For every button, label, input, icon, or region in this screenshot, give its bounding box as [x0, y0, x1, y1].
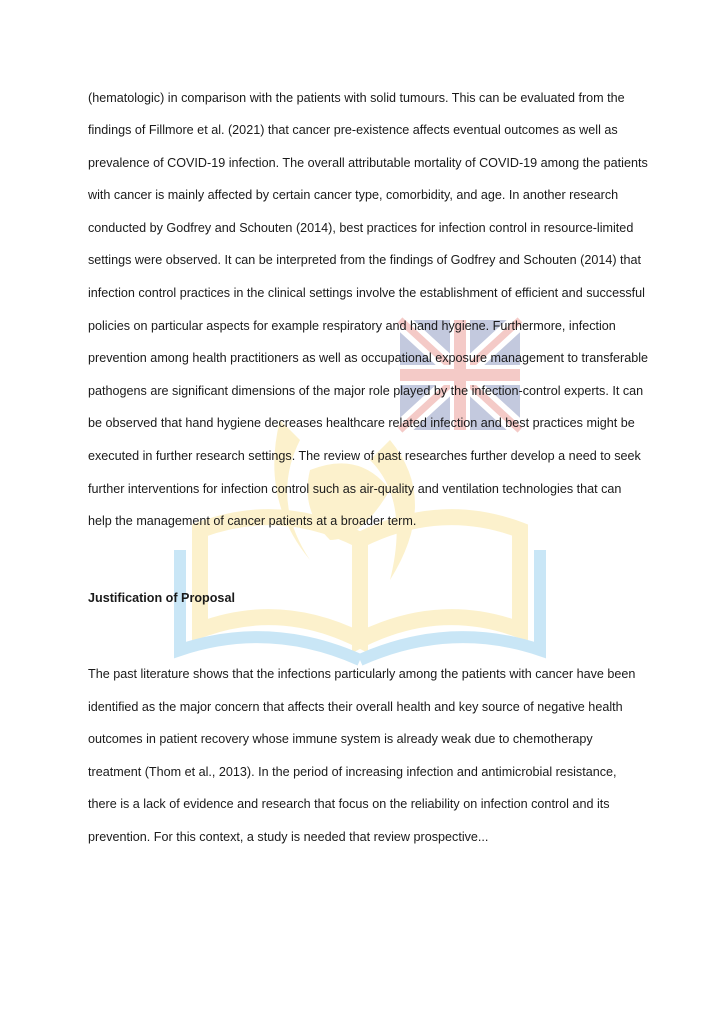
book-icon	[180, 517, 540, 660]
text-line: executed in further research settings. The review of past researches further develop a need to seek	[88, 449, 641, 463]
flame-icon	[274, 420, 415, 580]
text-line: identified as the major concern that affects their overall health and key source of negative health	[88, 700, 623, 714]
text-line: prevalence of COVID-19 infection. The overall attributable mortality of COVID-19 among the patients	[88, 156, 648, 170]
text-line: outcomes in patient recovery whose immune system is already weak due to chemotherapy	[88, 732, 593, 746]
text-line: help the management of cancer patients at a broader term.	[88, 514, 417, 528]
text-line: conducted by Godfrey and Schouten (2014), best practices for infection control in resource-limited	[88, 221, 634, 235]
text-line: further interventions for infection control such as air-quality and ventilation technologies that can	[88, 482, 622, 496]
text-line: prevention among health practitioners as well as occupational exposure management to transferable	[88, 351, 649, 365]
section-heading: Justification of Proposal	[88, 591, 235, 605]
text-line: pathogens are significant dimensions of the major role played by the infection-control experts. It can	[88, 384, 644, 398]
text-line: policies on particular aspects for example respiratory and hand hygiene. Furthermore, infection	[88, 319, 616, 333]
text-line: findings of Fillmore et al. (2021) that cancer pre-existence affects eventual outcomes as well as	[88, 123, 618, 137]
text-line: treatment (Thom et al., 2013). In the period of increasing infection and antimicrobial resistance,	[88, 765, 617, 779]
text-line: prevention. For this context, a study is needed that review prospective...	[88, 830, 489, 844]
text-line: infection control practices in the clinical settings involve the establishment of efficient and successful	[88, 286, 645, 300]
text-line: be observed that hand hygiene decreases healthcare related infection and best practices might be	[88, 416, 635, 430]
text-line: The past literature shows that the infections particularly among the patients with cancer have been	[88, 667, 636, 681]
text-line: there is a lack of evidence and research that focus on the reliability on infection control and its	[88, 797, 610, 811]
text-line: settings were observed. It can be interpreted from the findings of Godfrey and Schouten (2014) that	[88, 253, 642, 267]
text-line: with cancer is mainly affected by certain cancer type, comorbidity, and age. In another research	[88, 188, 619, 202]
flag-icon	[400, 320, 520, 430]
text-line: (hematologic) in comparison with the patients with solid tumours. This can be evaluated from the	[88, 91, 625, 105]
